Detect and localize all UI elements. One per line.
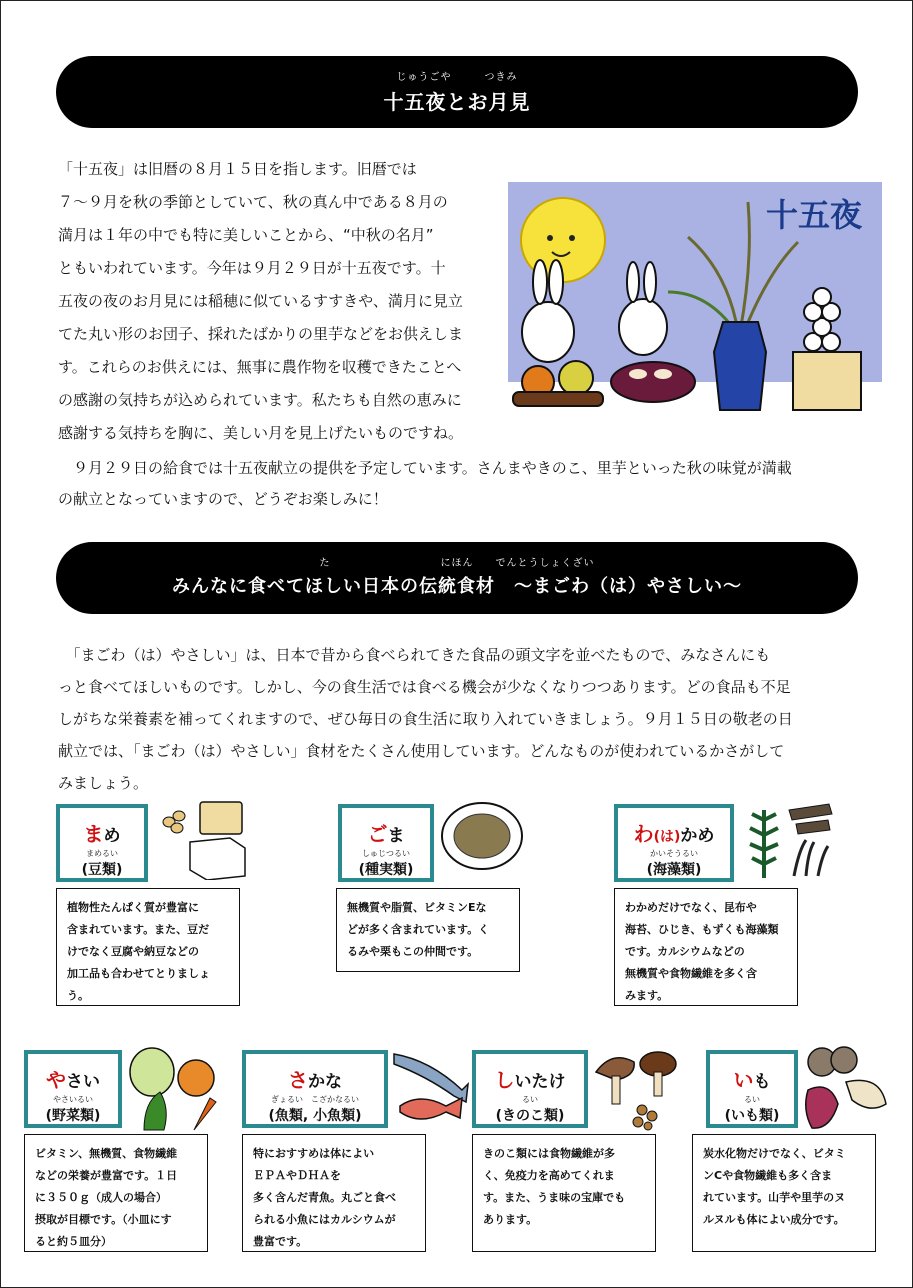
- food-desc-line: あります。: [483, 1213, 538, 1226]
- paragraph-line: 感謝する気持ちを胸に、美しい月を見上げたいものですね。: [58, 424, 464, 442]
- food-label-initial: や: [46, 1068, 66, 1092]
- illustration-title: 十五夜: [766, 196, 863, 234]
- food-label-mame: [56, 804, 148, 882]
- food-label-rest: いたけ: [514, 1072, 566, 1092]
- food-label-ruby: しゅじつるい: [362, 849, 410, 858]
- food-label-rest: め: [103, 826, 121, 846]
- food-label-yasai: [24, 1050, 122, 1128]
- food-desc-line: 炭水化物だけでなく、ビタミ: [703, 1147, 846, 1160]
- food-label-ruby: やさいるい: [53, 1095, 93, 1104]
- food-label-rest: ま: [387, 826, 405, 846]
- food-desc-line: く、免疫力を高めてくれま: [483, 1169, 615, 1182]
- food-desc-shiitake: [472, 1134, 656, 1252]
- food-desc-imo: [692, 1134, 876, 1252]
- food-desc-line: 豊富です。: [253, 1235, 308, 1248]
- food-label-initial: ま: [83, 822, 104, 846]
- paragraph-line: の感謝の気持ちが込められています。私たちも自然の恵みに: [58, 391, 462, 409]
- food-desc-line: けでなく豆腐や納豆などの: [67, 945, 199, 958]
- food-label-mid: (は): [653, 829, 681, 845]
- paragraph-line: ９月２９日の給食では十五夜献立の提供を予定しています。さんまやきのこ、里芋といった秋の味覚が満載: [58, 459, 792, 477]
- food-label-category: (種実類): [358, 862, 414, 878]
- food-desc-line: す。また、うま味の宝庫でも: [483, 1191, 626, 1204]
- food-desc-line: 多く含んだ青魚。丸ごと食べ: [253, 1191, 396, 1204]
- paragraph-line: 満月は１年の中でも特に美しいことから、“中秋の名月”: [58, 226, 434, 244]
- food-desc-line: わかめだけでなく、昆布や: [625, 901, 757, 914]
- food-desc-line: 摂取が目標です。（小皿にす: [35, 1213, 172, 1226]
- food-label-wakame: [614, 804, 734, 882]
- food-label-goma: [338, 804, 434, 882]
- food-desc-line: などの栄養が豊富です。１日: [35, 1169, 178, 1182]
- section2-paragraph: [58, 638, 858, 798]
- food-desc-line: られる小魚にはカルシウムが: [253, 1213, 396, 1226]
- beans-tofu-icon: [155, 800, 255, 884]
- food-label-imo: [706, 1050, 798, 1128]
- food-label-ruby: ぎょるい こざかなるい: [271, 1095, 359, 1104]
- section1-title: 十五夜とお月見: [383, 90, 531, 114]
- food-desc-goma: [336, 888, 520, 972]
- food-desc-wakame: [614, 888, 798, 1006]
- section2-title: みんなに食べてほしい日本の伝統食材 ～まごわ（は）やさしい～: [172, 576, 742, 597]
- food-desc-line: 無機質や脂質、ビタミンEな: [347, 901, 487, 914]
- food-desc-line: 含まれています。また、豆だ: [67, 923, 210, 936]
- food-desc-line: ルヌルも体によい成分です。: [703, 1213, 845, 1226]
- section1-paragraph: [58, 148, 498, 448]
- food-desc-line: きのこ類には食物繊維が多: [483, 1147, 615, 1160]
- paragraph-line: の献立となっていますので、どうぞお楽しみに！: [58, 490, 388, 508]
- food-desc-mame: [56, 888, 240, 1006]
- food-desc-line: 特におすすめは体によい: [253, 1147, 375, 1160]
- paragraph-line: みましょう。: [58, 774, 149, 792]
- food-label-initial: ご: [367, 822, 388, 846]
- food-label-shiitake: [472, 1050, 588, 1128]
- paragraph-line: す。これらのお供えには、無事に農作物を収穫できたことへ: [58, 358, 462, 376]
- seaweed-icon: [744, 800, 834, 884]
- food-label-initial: さ: [288, 1068, 308, 1092]
- food-label-initial: い: [733, 1068, 754, 1092]
- section1-banner: [56, 56, 858, 128]
- food-desc-line: ンCや食物繊維も多く含ま: [703, 1169, 833, 1182]
- paragraph-line: ７～９月を秋の季節としていて、秋の真ん中である８月の: [58, 193, 448, 211]
- food-label-category: (豆類): [81, 862, 123, 878]
- food-label-initial: し: [494, 1068, 515, 1092]
- paragraph-line: っと食べてほしいものです。しかし、今の食生活では食べる機会が少なくなりつつあります。どの食品も不足: [58, 678, 791, 696]
- food-label-ruby: かいそうるい: [650, 849, 698, 858]
- section1-menu-paragraph: [58, 455, 858, 515]
- paragraph-line: 「まごわ（は）やさしい」は、日本で昔から食べられてきた食品の頭文字を並べたもので、みなさんにも: [58, 646, 771, 664]
- food-label-initial: わ: [633, 822, 654, 846]
- food-label-ruby: るい: [744, 1095, 760, 1104]
- food-label-category: (野菜類): [45, 1108, 101, 1124]
- paragraph-line: 献立では、「まごわ（は）やさしい」食材をたくさん使用しています。どんなものが使われているかさがして: [58, 742, 785, 760]
- paragraph-line: 五夜の夜のお月見には稲穂に似ているすすきや、満月に見立: [58, 292, 463, 310]
- paragraph-line: てた丸い形のお団子、採れたばかりの里芋などをお供えしま: [58, 325, 464, 343]
- food-desc-yasai: [24, 1134, 208, 1252]
- vegetables-icon: [124, 1046, 224, 1136]
- food-desc-line: 海苔、ひじき、もずくも海藻類: [625, 923, 779, 936]
- sesame-plate-icon: [440, 800, 524, 876]
- food-label-category: (きのこ類): [495, 1108, 565, 1124]
- food-label-rest: かな: [308, 1072, 342, 1092]
- paragraph-line: ともいわれています。今年は９月２９日が十五夜です。十: [58, 259, 446, 277]
- food-desc-sakana: [242, 1134, 426, 1252]
- food-desc-line: みます。: [625, 989, 669, 1002]
- food-label-category: (海藻類): [646, 862, 702, 878]
- section2-banner: [56, 542, 858, 614]
- section1-title-ruby: じゅうごや つきみ: [396, 72, 518, 83]
- food-desc-line: るみや栗もこの仲間です。: [347, 945, 479, 958]
- food-label-rest: さい: [66, 1072, 100, 1092]
- food-desc-line: 無機質や食物繊維を多く含: [625, 967, 757, 980]
- food-label-category: (いも類): [724, 1108, 780, 1124]
- moon-viewing-illustration: [508, 182, 882, 420]
- food-label-category: (魚類, 小魚類): [268, 1108, 362, 1124]
- food-desc-line: ＥＰＡやＤＨＡを: [253, 1169, 341, 1182]
- potato-icon: [800, 1044, 890, 1138]
- food-desc-line: 加工品も合わせてとりましょ: [67, 967, 210, 980]
- food-desc-line: どが多く含まれています。く: [347, 923, 490, 936]
- food-label-rest: も: [753, 1072, 771, 1092]
- fish-icon: [390, 1046, 470, 1136]
- food-desc-line: 植物性たんぱく質が豊富に: [67, 901, 199, 914]
- food-desc-line: れています。山芋や里芋のヌ: [703, 1191, 846, 1204]
- mushroom-icon: [592, 1046, 684, 1136]
- food-label-rest: かめ: [680, 826, 715, 846]
- section2-title-ruby: た にほん でんとうしょくざい: [319, 558, 595, 569]
- food-label-ruby: るい: [522, 1095, 538, 1104]
- food-desc-line: に３５０ｇ（成人の場合）: [35, 1191, 167, 1204]
- paragraph-line: 「十五夜」は旧暦の８月１５日を指します。旧暦では: [58, 160, 417, 178]
- food-desc-line: う。: [67, 989, 89, 1002]
- food-label-ruby: まめるい: [86, 849, 118, 858]
- paragraph-line: しがちな栄養素を補ってくれますので、ぜひ毎日の食生活に取り入れていきましょう。９月１５日の敬老の日: [58, 710, 793, 728]
- food-desc-line: ビタミン、無機質、食物繊維: [35, 1147, 178, 1160]
- food-desc-line: です。カルシウムなどの: [625, 945, 745, 958]
- food-label-sakana: [242, 1050, 388, 1128]
- food-desc-line: ると約５皿分）: [35, 1235, 112, 1248]
